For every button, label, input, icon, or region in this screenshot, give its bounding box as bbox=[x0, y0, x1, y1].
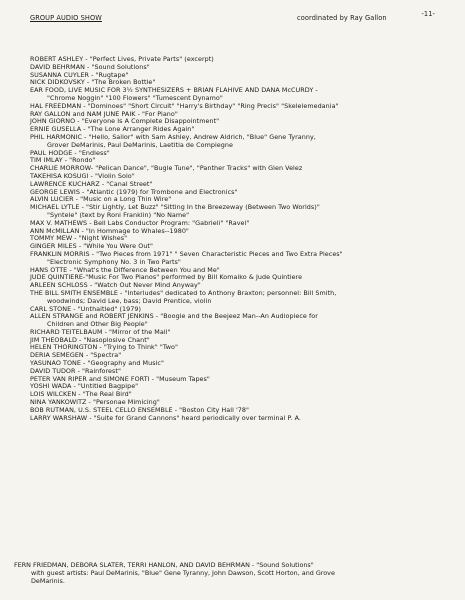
entry-text: PETER VAN RIPER and SIMONE FORTI - "Museum Tapes" bbox=[30, 374, 210, 383]
entry-text: ALVIN LUCIER - "Music on a Long Thin Wire" bbox=[30, 195, 172, 204]
program-entry bbox=[30, 204, 440, 220]
entry-text: EAR FOOD, LIVE MUSIC FOR 3½ SYNTHESIZERS + BRIAN FLAHIVE AND DANA McCURDY - bbox=[30, 86, 318, 95]
entry-continuation: "Syntele" (text by Roni Franklin) "No Name" bbox=[47, 210, 190, 219]
entry-text: ALLEN STRANGE and ROBERT JENKINS - "Boogie and the Beejeez Man--An Audiopiece for bbox=[30, 312, 318, 321]
section-title: GROUP AUDIO SHOW bbox=[30, 14, 102, 22]
entry-text: GEORGE LEWIS - "Atlantic (1979) for Trombone and Electronics" bbox=[30, 187, 238, 196]
entry-text: LOIS WILCKEN - "The Real Bird" bbox=[30, 390, 132, 399]
entry-continuation: woodwinds; David Lee, bass; David Prentice, violin bbox=[47, 296, 212, 305]
entry-text: PAUL HODGE - "Endless" bbox=[30, 148, 110, 157]
entry-continuation: "Chrome Noggin" "100 Flowers" "Tumescent Dynamo" bbox=[47, 93, 223, 102]
program-list bbox=[30, 56, 440, 422]
entry-text: JIM THEOBALD - "Nasoplosive Chant" bbox=[30, 335, 150, 344]
entry-text: MAX V. MATHEWS - Bell Labs Conductor Program: "Gabrieli" "Ravel" bbox=[30, 218, 250, 227]
entry-text: BOB RUTMAN, U.S. STEEL CELLO ENSEMBLE - "Boston City Hall '78" bbox=[30, 405, 250, 414]
entry-text: MICHAEL LYTLE - "Stir Lightly, Let Buzz" "Sitting In the Breezeway (Between Two Worlds)" bbox=[30, 203, 320, 212]
entry-continuation: Grover DeMarinis, Paul DeMarinis, Laetitia de Compiegne bbox=[47, 140, 233, 149]
footer-continuation-2: DeMarinis. bbox=[31, 576, 65, 585]
entry-text: TAKEHISA KOSUGI - "Violin Solo" bbox=[30, 171, 135, 180]
program-footer bbox=[14, 562, 454, 585]
page-header bbox=[30, 10, 435, 26]
entry-text: GINGER MILES - "While You Were Out" bbox=[30, 242, 153, 251]
program-entry bbox=[30, 415, 440, 423]
footer-continuation: with guest artists: Paul DeMarinis, "Blue" Gene Tyranny, John Dawson, Scott Horton, and Grove bbox=[31, 568, 335, 577]
entry-continuation: Children and Other Big People" bbox=[47, 320, 148, 329]
entry-text: JOHN GIORNO - "Everyone Is A Complete Disappointment" bbox=[30, 117, 220, 126]
program-entry bbox=[30, 313, 440, 329]
entry-text: RICHARD TEITELBAUM - "Mirror of the Mall" bbox=[30, 327, 171, 336]
entry-text: CARL STONE - "Unthaitled" (1979) bbox=[30, 304, 142, 313]
entry-text: SUSANNA CUYLER - "Rugtape" bbox=[30, 70, 129, 79]
entry-text: ROBERT ASHLEY - "Perfect Lives, Private Parts" (excerpt) bbox=[30, 55, 214, 63]
footer-line: FERN FRIEDMAN, DEBORA SLATER, TERRI HANLON, AND DAVID BEHRMAN - "Sound Solutions" bbox=[14, 561, 314, 569]
entry-continuation: "Electronic Symphony No. 3 in Two Parts" bbox=[47, 257, 181, 266]
entry-text: HANS OTTE - "What's the Difference Between You and Me" bbox=[30, 265, 220, 274]
entry-text: ARLEEN SCHLOSS - "Watch Out Never Mind Anyway" bbox=[30, 281, 201, 290]
entry-text: NINA YANKOWITZ - "Personae Mimicing" bbox=[30, 398, 160, 407]
entry-text: YOSHI WADA - "Untitled Bagpipe" bbox=[30, 382, 139, 391]
entry-text: ANN McMILLAN - "In Hommage to Whales--1980" bbox=[30, 226, 189, 235]
entry-text: LARRY WARSHAW - "Suite for Grand Cannons" heard periodically over terminal P. A. bbox=[30, 413, 301, 422]
entry-text: THE BILL SMITH ENSEMBLE - "Interludes" dedicated to Anthony Braxton; personnel: Bill Smith, bbox=[30, 288, 337, 297]
entry-text: DAVID BEHRMAN - "Sound Solutions" bbox=[30, 62, 150, 71]
page-number: -11- bbox=[421, 10, 435, 18]
entry-text: JUDE QUINTIERE-"Music For Two Pianos" performed by Bill Komaiko & Jude Quintiere bbox=[30, 273, 303, 282]
entry-text: YASUNAO TONE - "Geography and Music" bbox=[30, 359, 164, 368]
entry-text: NICK DIDKOVSKY - "The Broken Bottle" bbox=[30, 78, 156, 87]
entry-text: DERIA SEMEGEN - "Spectra" bbox=[30, 351, 122, 360]
coordinator-credit: coordinated by Ray Gallon bbox=[297, 14, 387, 22]
entry-text: ERNIE GUSELLA - "The Lone Arranger Rides Again" bbox=[30, 125, 195, 134]
program-entry bbox=[30, 134, 440, 150]
entry-text: CHARLIE MORROW- "Pelican Dance", "Bugle Tune", "Panther Tracks" with Glen Velez bbox=[30, 164, 303, 173]
entry-text: HAL FREEDMAN - "Dominoes" "Short Circuit" "Harry's Birthday" "Ring Precis" "Skelelemedania" bbox=[30, 101, 339, 110]
entry-text: TOMMY MEW - "Night Wishes" bbox=[30, 234, 128, 243]
entry-text: LAWRENCE KUCHARZ - "Canal Street" bbox=[30, 179, 153, 188]
entry-text: PHIL HARMONIC - "Hello, Sailor" with Sam Ashley, Andrew Aldrich, "Blue" Gene Tyranny, bbox=[30, 132, 316, 141]
entry-text: HELEN THORINGTON - "Trying to Think" "Two" bbox=[30, 343, 178, 352]
entry-text: DAVID TUDOR - "Rainforest" bbox=[30, 366, 121, 375]
program-entry bbox=[30, 251, 440, 267]
entry-text: RAY GALLON and NAM JUNE PAIK - "For Piano" bbox=[30, 109, 178, 118]
program-entry bbox=[30, 87, 440, 103]
entry-text: TIM IMLAY - "Rondo" bbox=[30, 156, 96, 165]
entry-text: FRANKLIN MORRIS - "Two Pieces from 1971" " Seven Characteristic Pieces and Two Extra Pieces" bbox=[30, 249, 343, 258]
program-entry bbox=[30, 290, 440, 306]
